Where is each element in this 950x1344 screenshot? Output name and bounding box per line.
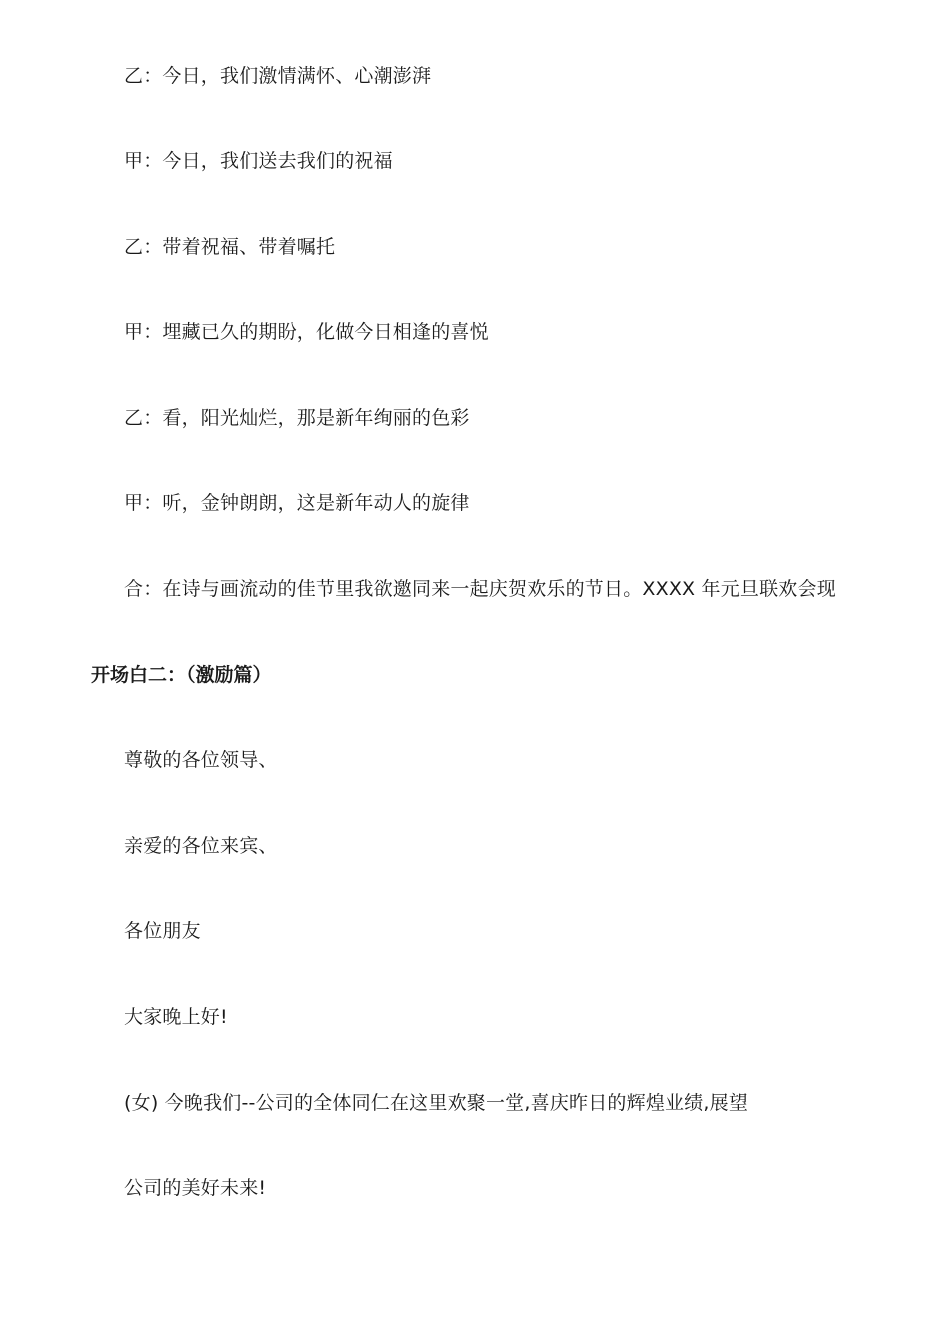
dialogue-line: 合：在诗与画流动的佳节里我欲邀同来一起庆贺欢乐的节日。XXXX 年元旦联欢会现 [124, 578, 836, 600]
body-line: 尊敬的各位领导、 [124, 749, 278, 771]
dialogue-line: 甲：埋藏已久的期盼，化做今日相逢的喜悦 [124, 321, 489, 343]
body-line: 大家晚上好! [124, 1006, 228, 1028]
body-line: (女) 今晚我们--公司的全体同仁在这里欢聚一堂,喜庆昨日的辉煌业绩,展望 [124, 1092, 749, 1114]
dialogue-line: 乙：看，阳光灿烂，那是新年绚丽的色彩 [124, 407, 470, 429]
section-heading: 开场白二：（激励篇） [91, 664, 272, 686]
dialogue-line: 甲：听，金钟朗朗，这是新年动人的旋律 [124, 492, 470, 514]
dialogue-line: 乙：带着祝福、带着嘱托 [124, 236, 336, 258]
dialogue-line: 乙：今日，我们激情满怀、心潮澎湃 [124, 65, 432, 87]
body-line: 亲爱的各位来宾、 [124, 835, 278, 857]
body-line: 公司的美好未来! [124, 1177, 267, 1199]
body-line: 各位朋友 [124, 920, 201, 942]
dialogue-line: 甲：今日，我们送去我们的祝福 [124, 150, 393, 172]
